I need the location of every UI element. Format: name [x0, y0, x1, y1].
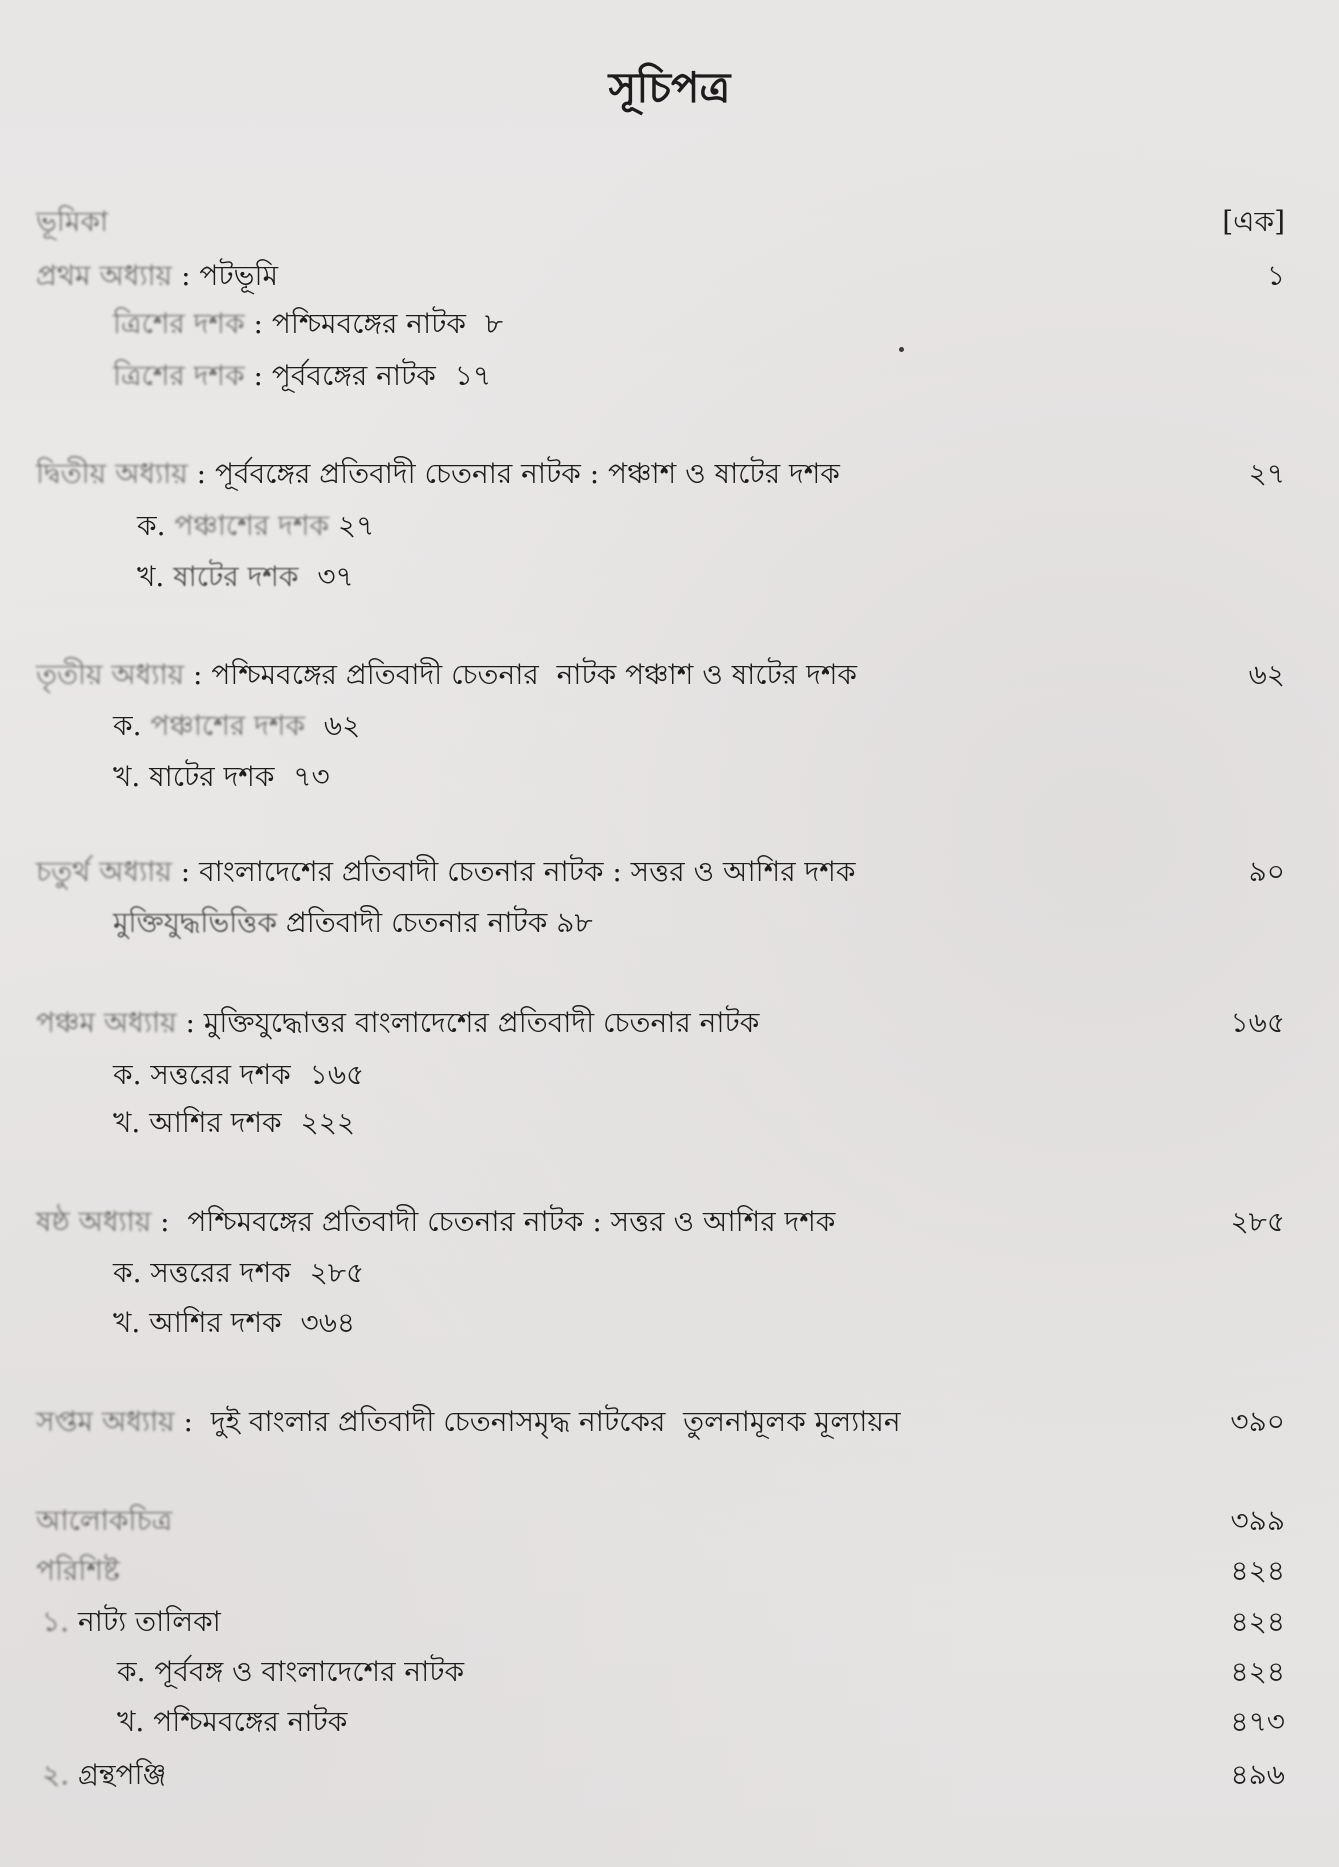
toc-entry-chapter-6 — [36, 1202, 835, 1242]
chapter-label: তৃতীয় অধ্যায় — [36, 658, 185, 691]
toc-entry-photographs — [36, 1501, 172, 1541]
toc-entry-chapter-7 — [36, 1402, 901, 1442]
entry-label: আলোকচিত্র — [36, 1504, 173, 1537]
appendix-page-number: ৪২৪ — [1230, 1655, 1285, 1688]
section-label: আশির দশক — [149, 1106, 282, 1139]
section-page-number: ৬২ — [323, 709, 361, 742]
toc-entry-chapter-4 — [36, 852, 855, 892]
entry-label: ভূমিকা — [36, 205, 109, 238]
chapter-title: : মুক্তিযুদ্ধোত্তর বাংলাদেশের প্রতিবাদী চেতনার নাটক — [185, 1006, 760, 1039]
appendix-marker: খ. — [117, 1705, 145, 1738]
toc-section — [113, 304, 503, 344]
appendix-title: গ্রন্থপঞ্জি — [78, 1758, 167, 1791]
section-marker: ক. — [137, 509, 166, 542]
appendix-marker: ক. — [117, 1655, 146, 1688]
section-page-number: ২৭ — [337, 509, 375, 542]
toc-appendix-subitem — [117, 1702, 347, 1742]
chapter-page-number: ৬২ — [1248, 658, 1285, 691]
toc-section — [113, 1103, 355, 1143]
chapter-page-number: ২৮৫ — [1230, 1205, 1285, 1238]
appendix-title: পূর্ববঙ্গ ও বাংলাদেশের নাটক — [154, 1655, 465, 1688]
toc-entry-chapter-1 — [36, 256, 278, 296]
section-page-number: ২৮৫ — [309, 1256, 365, 1289]
toc-section — [113, 1253, 364, 1293]
section-page-number: ৭৩ — [293, 760, 330, 793]
section-title: : পূর্ববঙ্গের নাটক — [253, 359, 436, 392]
section-title: : পশ্চিমবঙ্গের নাটক — [253, 307, 466, 340]
chapter-label: পঞ্চম অধ্যায় — [36, 1006, 177, 1039]
section-label: ত্রিশের দশক — [113, 359, 245, 392]
toc-entry-chapter-3 — [36, 655, 857, 695]
section-marker: ক. — [113, 709, 142, 742]
section-marker: খ. — [137, 560, 165, 593]
toc-section — [113, 757, 330, 797]
entry-page-number: [এক] — [1222, 205, 1285, 238]
chapter-page-number: ৩৯০ — [1230, 1405, 1285, 1438]
toc-section — [113, 903, 593, 943]
chapter-label: সপ্তম অধ্যায় — [36, 1405, 175, 1438]
appendix-title: নাট্য তালিকা — [77, 1605, 221, 1638]
entry-label: পরিশিষ্ট — [36, 1554, 120, 1587]
toc-appendix-subitem — [117, 1652, 464, 1692]
section-marker: ক. — [113, 1058, 142, 1091]
toc-section — [113, 1303, 355, 1343]
toc-section — [137, 506, 374, 546]
toc-section — [113, 1055, 364, 1095]
section-label: ষাটের দশক — [149, 760, 275, 793]
section-page-number: ১৬৫ — [309, 1058, 365, 1091]
section-marker: খ. — [113, 760, 141, 793]
toc-appendix-item — [42, 1602, 221, 1642]
chapter-label: প্রথম অধ্যায় — [36, 259, 173, 292]
section-marker: ক. — [113, 1256, 142, 1289]
ink-speck — [899, 347, 904, 352]
section-page-number: ৮ — [484, 307, 504, 340]
chapter-label: চতুর্থ অধ্যায় — [36, 855, 172, 888]
toc-entry-chapter-5 — [36, 1003, 759, 1043]
chapter-title: : পশ্চিমবঙ্গের প্রতিবাদী চেতনার নাটক পঞ্চাশ ও ষাটের দশক — [193, 658, 857, 691]
appendix-page-number: ৪৯৬ — [1230, 1758, 1285, 1791]
section-label: সত্তরের দশক — [150, 1058, 291, 1091]
chapter-label: ষষ্ঠ অধ্যায় — [36, 1205, 152, 1238]
appendix-page-number: ৪৭৩ — [1230, 1705, 1285, 1738]
chapter-title: : পূর্ববঙ্গের প্রতিবাদী চেতনার নাটক : পঞ্চাশ ও ষাটের দশক — [196, 457, 840, 490]
chapter-page-number: ১ — [1266, 259, 1285, 292]
section-label: সত্তরের দশক — [150, 1256, 291, 1289]
section-label: পঞ্চাশের দশক — [174, 509, 329, 542]
toc-section — [137, 557, 354, 597]
section-label: ত্রিশের দশক — [113, 307, 245, 340]
section-marker: খ. — [113, 1306, 141, 1339]
appendix-title: পশ্চিমবঙ্গের নাটক — [153, 1705, 348, 1738]
section-page-number: ২২২ — [300, 1106, 356, 1139]
appendix-marker: ২. — [42, 1758, 70, 1791]
chapter-title: : পশ্চিমবঙ্গের প্রতিবাদী চেতনার নাটক : সত্তর ও আশির দশক — [160, 1205, 836, 1238]
toc-section — [113, 706, 360, 746]
toc-entry-appendix — [36, 1551, 120, 1591]
section-page-number: ৩৬৪ — [300, 1306, 356, 1339]
section-page-number: ৯৮ — [556, 906, 593, 939]
appendix-marker: ১. — [42, 1605, 70, 1638]
toc-appendix-item — [42, 1755, 166, 1795]
section-label: আশির দশক — [149, 1306, 282, 1339]
section-marker: খ. — [113, 1106, 141, 1139]
section-page-number: ৩৭ — [317, 560, 354, 593]
toc-entry-introduction — [36, 202, 108, 242]
section-page-number: ১৭ — [454, 359, 492, 392]
entry-page-number: ৪২৪ — [1230, 1554, 1285, 1587]
appendix-page-number: ৪২৪ — [1230, 1605, 1285, 1638]
section-label: পঞ্চাশের দশক — [150, 709, 305, 742]
toc-section — [113, 356, 491, 396]
section-label: ষাটের দশক — [173, 560, 299, 593]
section-label: মুক্তিযুদ্ধভিত্তিক — [113, 906, 277, 939]
page-title: সূচিপত্র — [608, 63, 731, 112]
chapter-page-number: ১৬৫ — [1230, 1006, 1285, 1039]
chapter-title: : বাংলাদেশের প্রতিবাদী চেতনার নাটক : সত্তর ও আশির দশক — [180, 855, 856, 888]
chapter-label: দ্বিতীয় অধ্যায় — [36, 457, 188, 490]
chapter-page-number: ৯০ — [1248, 855, 1285, 888]
chapter-title: : দুই বাংলার প্রতিবাদী চেতনাসমৃদ্ধ নাটকের তুলনামূলক মূল্যায়ন — [183, 1405, 901, 1438]
chapter-page-number: ২৭ — [1248, 457, 1285, 490]
chapter-title: : পটভূমি — [181, 259, 279, 292]
toc-entry-chapter-2 — [36, 454, 840, 494]
section-title: প্রতিবাদী চেতনার নাটক — [285, 906, 548, 939]
entry-page-number: ৩৯৯ — [1230, 1504, 1285, 1537]
